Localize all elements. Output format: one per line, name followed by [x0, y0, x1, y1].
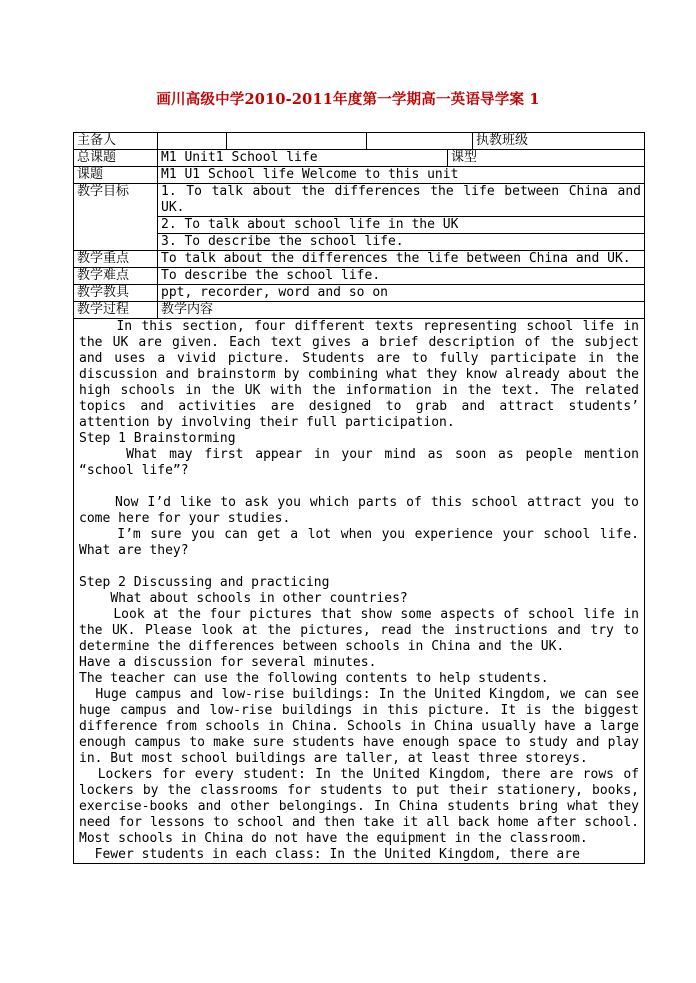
preparer-extra-2 — [367, 133, 473, 150]
teaching-tools-value: ppt, recorder, word and so on — [158, 285, 645, 302]
step2-paragraph-1: Look at the four pictures that show some aspects of school life in the UK. Please look at the pictures, read the instructions and try to determine the differences between schools in China and the UK. — [79, 607, 647, 654]
page-title: 画川高级中学2010-2011年度第一学期高一英语导学案 1 — [156, 91, 540, 108]
point-campus: Huge campus and low-rise buildings: In the United Kingdom, we can see huge campus and low-rise buildings in this picture. It is the biggest difference from schools in China. Schools in China usually have a large enough campus to make sure students have enough space to study and play in. But most school buildings are taller, at least three storeys. — [79, 687, 647, 766]
key-points-value: To talk about the differences the life between China and UK. — [158, 251, 645, 268]
preparer-label: 主备人 — [74, 133, 158, 150]
step1-heading: Step 1 Brainstorming — [79, 431, 236, 446]
intro-paragraph: In this section, four different texts representing school life in the UK are given. Each text gives a brief description of the subject and uses a vivid picture. Students are to fully participate in the discussion and brainstorm by combining what they know already about the high schools in the UK with the information in the text. The related topics and activities are designed to grab and attract students’ attention by involving their full participation. — [79, 319, 647, 430]
process-label: 教学过程 — [74, 302, 158, 319]
topic-label: 总课题 — [74, 150, 158, 167]
step2-heading: Step 2 Discussing and practicing — [79, 575, 330, 590]
lesson-plan-table — [73, 132, 645, 864]
teaching-tools-label: 教学教具 — [74, 285, 158, 302]
step1-question: What may first appear in your mind as soon as people mention “school life”? — [79, 447, 647, 478]
objective-3: 3. To describe the school life. — [158, 234, 645, 251]
preparer-value — [158, 133, 227, 150]
step1-paragraph-2: I’m sure you can get a lot when you experience your school life. What are they? — [79, 527, 647, 558]
preparer-extra — [227, 133, 367, 150]
topic-value: M1 Unit1 School life — [158, 150, 448, 167]
objective-2: 2. To talk about school life in the UK — [158, 217, 645, 234]
objective-1: 1. To talk about the differences the life between China and UK. — [158, 184, 645, 217]
step1-paragraph-1: Now I’d like to ask you which parts of this school attract you to come here for your studies. — [79, 495, 647, 526]
lesson-content — [74, 319, 645, 864]
class-label: 执教班级 — [473, 133, 645, 150]
step2-paragraph-2: Have a discussion for several minutes. — [79, 655, 377, 670]
step2-question: What about schools in other countries? — [79, 591, 408, 606]
point-fewer-students: Fewer students in each class: In the United Kingdom, there are — [79, 847, 580, 862]
lesson-label: 课题 — [74, 167, 158, 184]
point-lockers: Lockers for every student: In the United Kingdom, there are rows of lockers by the classrooms for students to put their stationery, books, exercise-books and other belongings. In China students bring what they need for lessons to school and then take it all back home after school. Most schools in China do not have the equipment in the classroom. — [79, 767, 647, 846]
difficult-points-value: To describe the school life. — [158, 268, 645, 285]
type-label: 课型 — [448, 150, 645, 167]
difficult-points-label: 教学难点 — [74, 268, 158, 285]
content-label: 教学内容 — [158, 302, 645, 319]
objectives-label: 教学目标 — [74, 184, 158, 251]
step2-paragraph-3: The teacher can use the following contents to help students. — [79, 671, 549, 686]
key-points-label: 教学重点 — [74, 251, 158, 268]
lesson-value: M1 U1 School life Welcome to this unit — [158, 167, 645, 184]
